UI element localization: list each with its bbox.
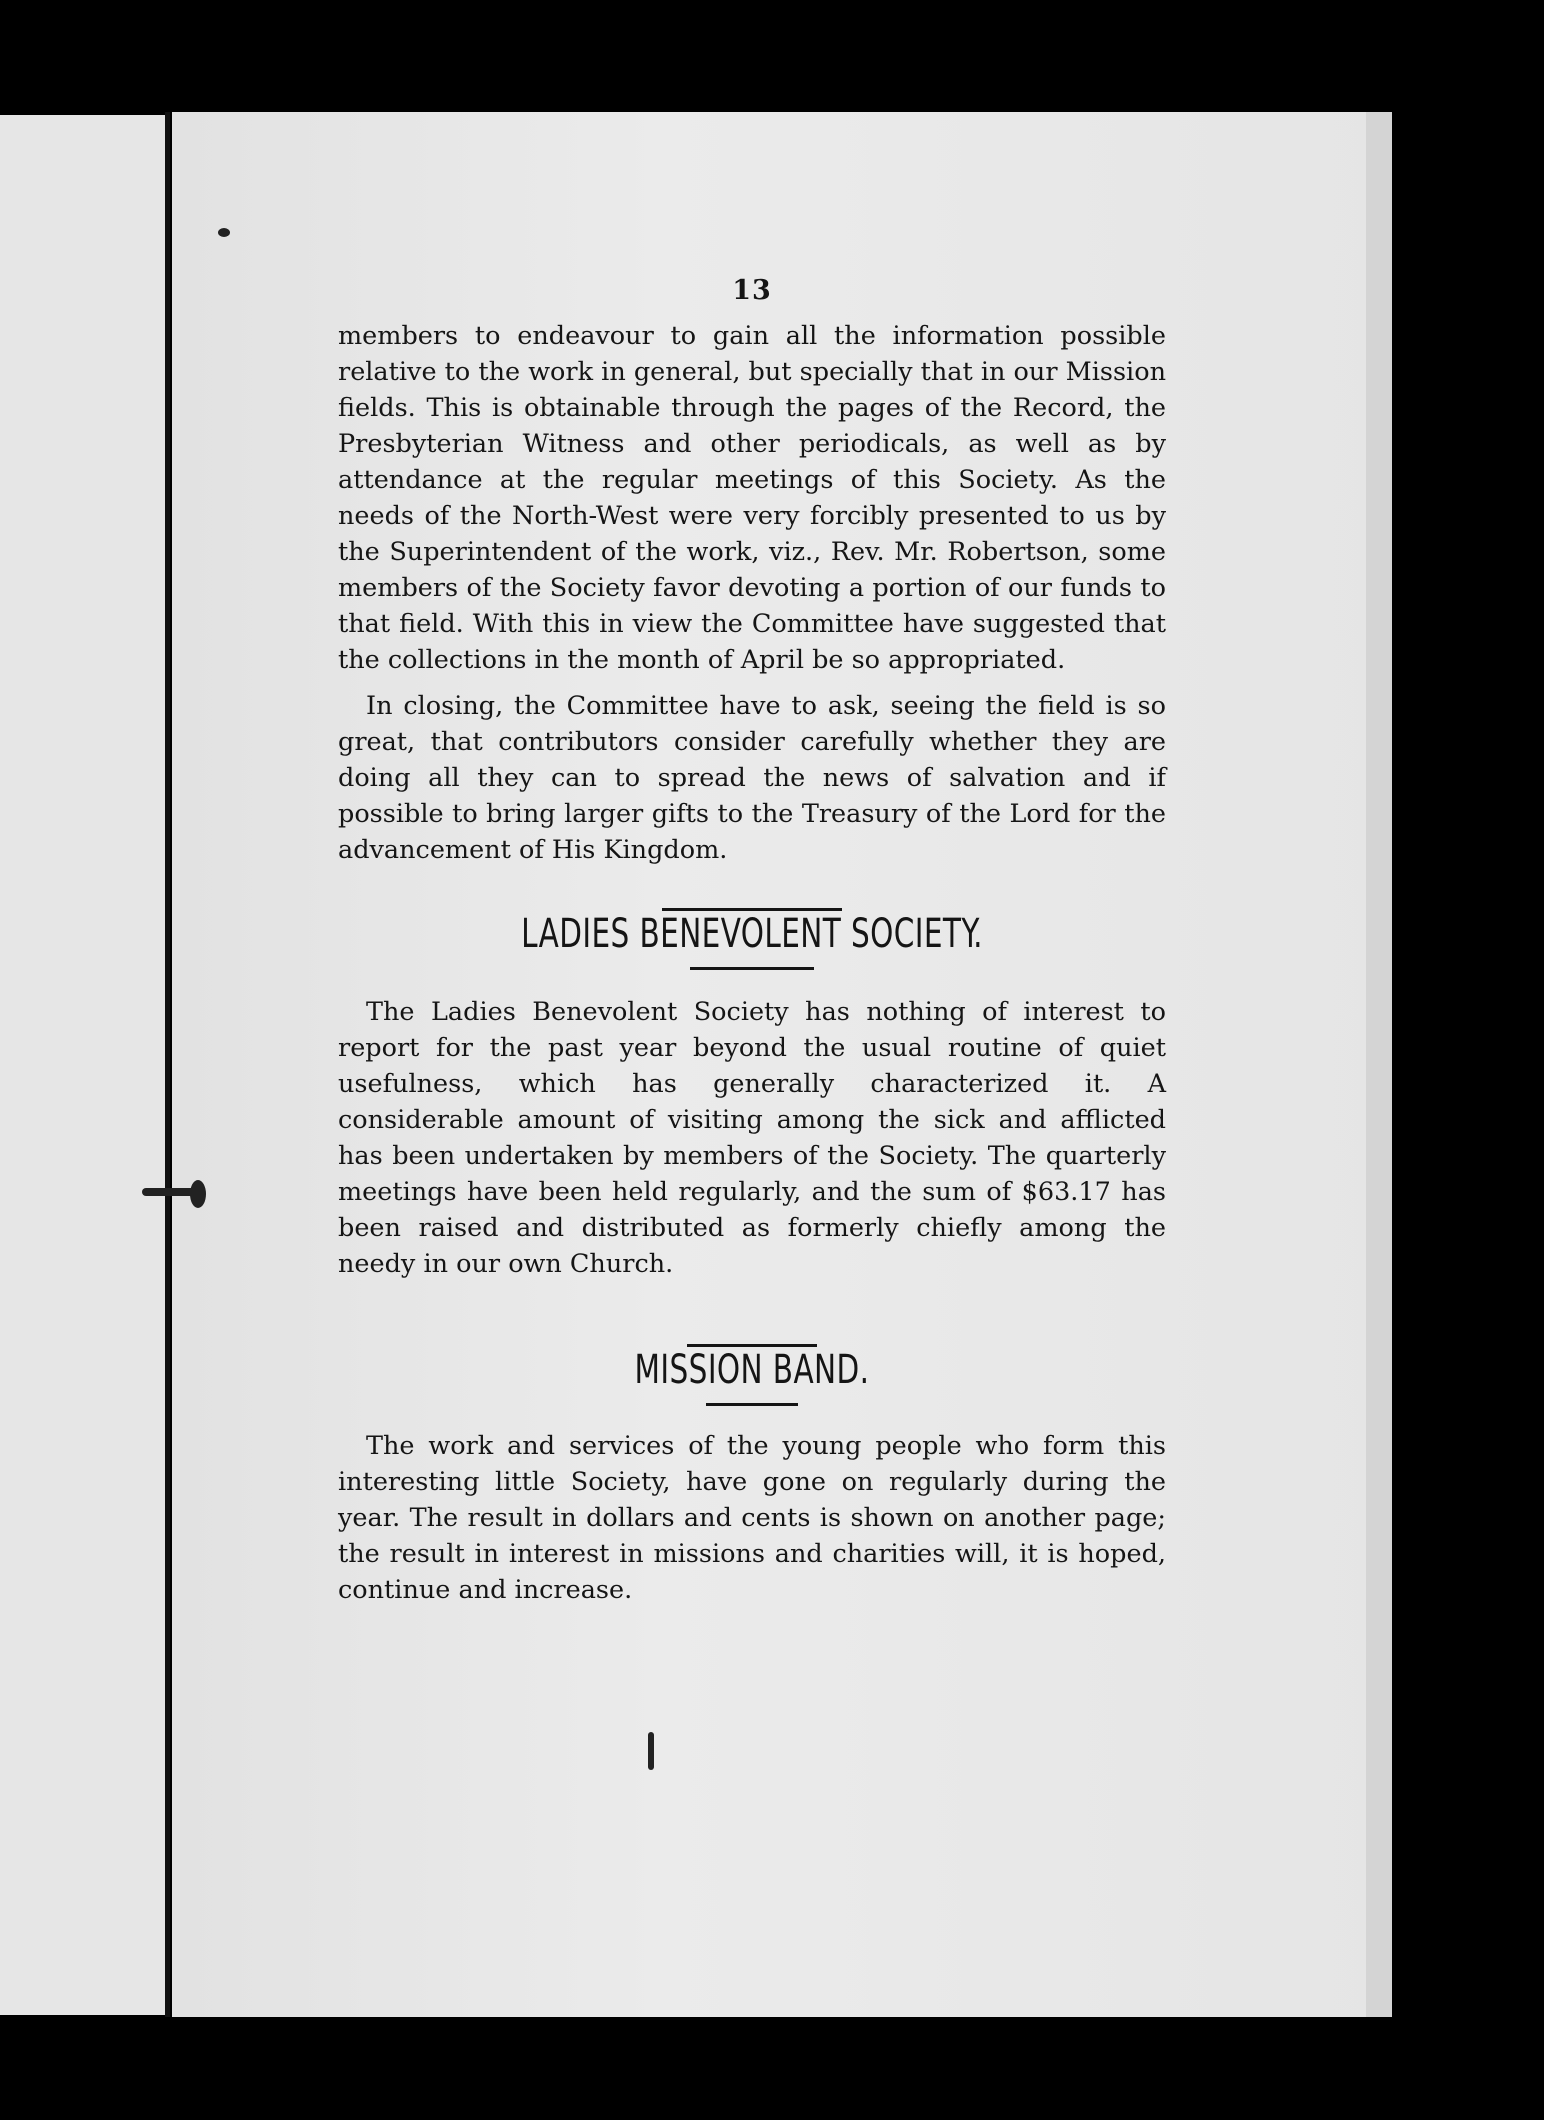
section-title-mission-band: MISSION BAND. xyxy=(634,1347,870,1393)
page-gutter-line xyxy=(165,112,170,2017)
paragraph-closing: In closing, the Committee have to ask, seeing the field is so great, that contributors consider carefully whether they are doing all they can to spread the news of salvation and if possible to bring larger gifts to the Treasury of the Lord for the advancement of His Kingdom. xyxy=(338,691,1166,865)
title-underline xyxy=(706,1403,798,1406)
ink-mark xyxy=(190,1180,206,1208)
facing-page-edge xyxy=(0,115,168,2015)
page-content xyxy=(338,275,1166,1608)
ink-speck xyxy=(218,228,230,237)
title-underline xyxy=(690,967,814,970)
paragraph-continued: members to endeavour to gain all the information possible relative to the work in general, but specially that in our Mission fields. This is obtainable through the pages of the Record, the Presbyterian Witness and other periodicals, as well as by attendance at the regular meetings of this Society. As the needs of the North-West were very forcibly presented to us by the Superintendent of the work, viz., Rev. Mr. Robertson, some members of the Society favor devoting a portion of our funds to that field. With this in view the Committee have suggested that the collections in the month of April be so appropriated. xyxy=(338,321,1166,675)
section-title-ladies-benevolent-society: LADIES BENEVOLENT SOCIETY. xyxy=(521,911,983,957)
paragraph-ladies-benevolent-society: The Ladies Benevolent Society has nothing of interest to report for the past year beyond the usual routine of quiet usefulness, which has generally characterized it. A considerable amount of visiting among the sick and afflicted has been undertaken by members of the Society. The quarterly meetings have been held regularly, and the sum of $63.17 has been raised and distributed as formerly chiefly among the needy in our own Church. xyxy=(338,997,1166,1279)
page-right-edge xyxy=(1366,112,1392,2017)
page-number: 13 xyxy=(732,275,772,306)
ink-mark xyxy=(648,1732,654,1770)
paragraph-mission-band: The work and services of the young people who form this interesting little Society, have gone on regularly during the year. The result in dollars and cents is shown on another page; the result in interest in missions and charities will, it is hoped, continue and increase. xyxy=(338,1431,1166,1605)
